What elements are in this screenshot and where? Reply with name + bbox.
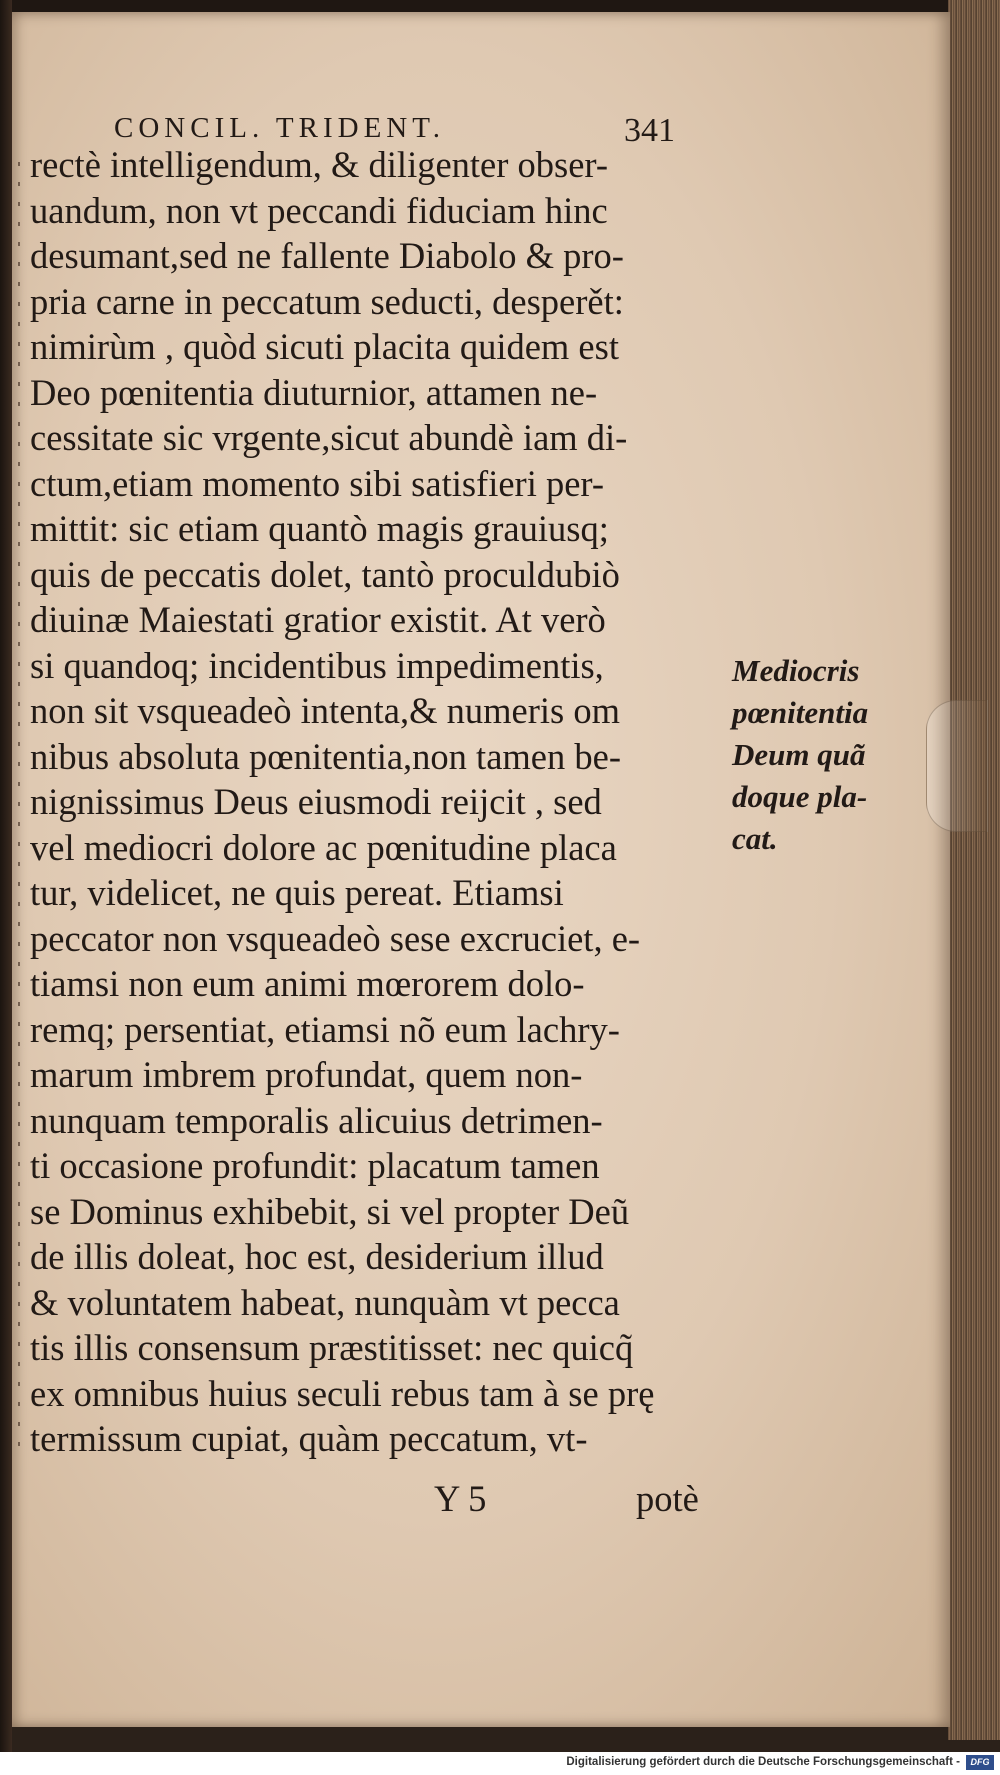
text-line: & voluntatem habeat, nunquàm vt pecca: [30, 1281, 620, 1323]
text-line: de illis doleat, hoc est, desiderium illud: [30, 1236, 604, 1277]
text-line: nimirùm , quòd sicuti placita quidem est: [30, 326, 619, 367]
text-line: non sit vsqueadeò intenta,& numeris om: [30, 690, 620, 731]
text-line: quis de peccatis dolet, tantò proculdubiò: [30, 553, 620, 595]
page-number: 341: [624, 112, 675, 149]
text-line: Deo pœnitentia diuturnior, attamen ne-: [30, 371, 598, 413]
text-line: diuinæ Maiestati gratior existit. At verò: [30, 599, 606, 640]
body-text: [30, 142, 730, 1462]
text-line: si quandoq; incidentibus impedimentis,: [30, 644, 604, 686]
text-line: rectè intelligendum, & diligenter obser-: [30, 144, 609, 185]
inner-margin-remnants: [18, 162, 20, 1462]
text-line: nignissimus Deus eiusmodi reijcit , sed: [30, 781, 602, 822]
text-line: ctum,etiam momento sibi satisfieri per-: [30, 462, 605, 504]
text-line: tiamsi non eum animi mœrorem dolo-: [30, 963, 585, 1004]
text-line: remq; persentiat, etiamsi nõ eum lachry-: [30, 1008, 620, 1050]
text-line: ex omnibus huius seculi rebus tam à se prę: [30, 1372, 655, 1414]
text-line: vel mediocri dolore ac pœnitudine placa: [30, 826, 617, 868]
signature-mark: Y 5: [434, 1478, 487, 1519]
text-line: nunquam temporalis alicuius detrimen-: [30, 1099, 603, 1141]
digitization-footer: [0, 1752, 1000, 1775]
text-line: tur, videlicet, ne quis pereat. Etiamsi: [30, 872, 564, 913]
text-line: cessitate sic vrgente,sicut abundè iam di-: [30, 417, 628, 458]
marginal-note-line: Mediocris: [732, 653, 860, 688]
marginal-note-line: cat.: [732, 821, 778, 856]
text-line: se Dominus exhibebit, si vel propter Deũ: [30, 1190, 630, 1232]
text-line: peccator non vsqueadeò sese excruciet, e-: [30, 917, 641, 959]
text-line: nibus absoluta pœnitentia,non tamen be-: [30, 735, 621, 777]
book-binding: [0, 0, 12, 1775]
text-line: ti occasione profundit: placatum tamen: [30, 1145, 600, 1186]
catchword: potè: [636, 1478, 699, 1519]
marginal-note-line: doque pla-: [732, 779, 868, 814]
text-line: mittit: sic etiam quantò magis grauiusq;: [30, 508, 609, 549]
book-page: [12, 12, 950, 1727]
marginal-note: [732, 650, 932, 860]
dfg-logo: DFG: [966, 1755, 994, 1770]
text-line: termissum cupiat, quàm peccatum, vt-: [30, 1418, 588, 1459]
marginal-note-line: pœnitentia: [732, 695, 869, 730]
page-edges: [948, 0, 1000, 1740]
text-line: pria carne in peccatum seducti, desperět:: [30, 280, 624, 322]
text-line: uandum, non vt peccandi fiduciam hinc: [30, 189, 608, 231]
text-line: marum imbrem profundat, quem non-: [30, 1054, 583, 1095]
text-line: tis illis consensum præstitisset: nec quicq̃: [30, 1327, 634, 1368]
marginal-note-line: Deum quã: [732, 737, 866, 772]
funding-credit: Digitalisierung gefördert durch die Deutsche Forschungsgemeinschaft -: [566, 1756, 960, 1768]
text-line: desumant,sed ne fallente Diabolo & pro-: [30, 235, 624, 276]
running-head: CONCIL. TRIDENT.: [114, 112, 446, 144]
thumb-tab-shadow: [926, 700, 988, 832]
